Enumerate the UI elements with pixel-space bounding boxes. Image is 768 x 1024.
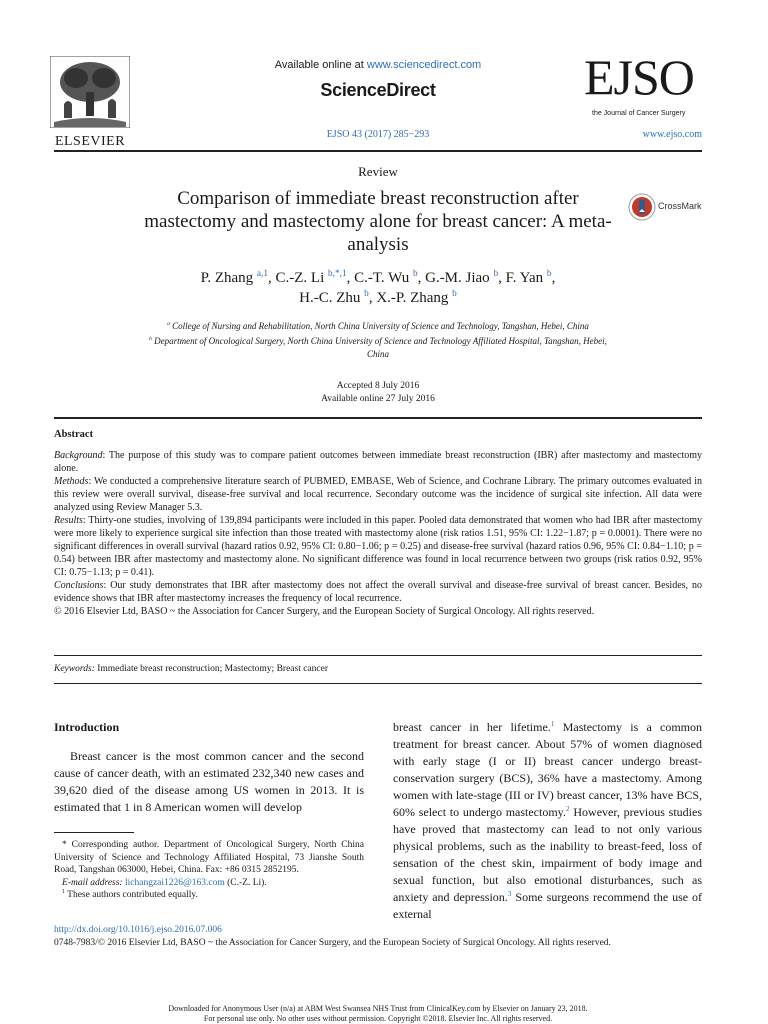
email-link[interactable]: lichangzai1226@163.com — [124, 877, 225, 888]
author[interactable]: F. Yan $^b$ — [505, 269, 552, 286]
issn-copyright: 0748-7983/© 2016 Elsevier Ltd, BASO ~ the Association for Cancer Surgery, and the European Society of Surgical Oncology. All rights reserved. — [54, 938, 611, 948]
body-paragraph: Breast cancer is the most common cancer and the second cause of cancer death, with an estimated 232,340 new cases and 39,620 died of the disease among US women in 2013. It is estimated that 1 in 8 American women will develop — [54, 749, 364, 814]
available-online-date: Available online 27 July 2016 — [321, 394, 435, 404]
article-dates — [236, 380, 520, 406]
keywords-label: Keywords: — [54, 664, 95, 674]
author[interactable]: H.-C. Zhu $^b$ — [299, 289, 369, 306]
author[interactable]: G.-M. Jiao $^b$ — [425, 269, 499, 286]
article-title: Comparison of immediate breast reconstruction after mastectomy and mastectomy alone for breast cancer: A meta-analysis — [144, 188, 612, 255]
download-notice: Downloaded for Anonymous User (n/a) at ABM West Swansea NHS Trust from ClinicalKey.com by Elsevier on January 23, 2018. For personal use only. No other uses without permission. Copyright ©2018. Elsevier Inc. All rights reserved. — [168, 1004, 588, 1023]
header-divider — [54, 150, 702, 152]
section-heading: Introduction — [54, 720, 120, 734]
author[interactable]: P. Zhang $^{a,1}$ — [200, 269, 269, 286]
keywords — [54, 664, 702, 674]
journal-logo: EJSO — [584, 49, 694, 105]
email-note: E-mail address: lichangzai1226@163.com (C.-Z. Li). — [62, 877, 267, 888]
footnote-divider — [54, 832, 134, 833]
author[interactable]: C.-Z. Li $^{b,*,1}$ — [275, 269, 347, 286]
sciencedirect-brand: ScienceDirect — [320, 80, 436, 100]
body-column-right — [393, 719, 702, 923]
doi-link[interactable]: http://dx.doi.org/10.1016/j.ejso.2016.07.006 — [54, 925, 222, 935]
crossmark-label: CrossMark — [658, 201, 702, 211]
elsevier-tree-icon — [50, 56, 130, 128]
elsevier-logo — [50, 56, 130, 149]
body-column-left — [54, 719, 364, 816]
reference-link[interactable]: 2 — [565, 804, 570, 813]
keywords-top-divider — [54, 655, 702, 656]
affiliation: $^a$ College of Nursing and Rehabilitation, North China University of Science and Technology, Tangshan, Hebei, China — [167, 321, 589, 331]
affiliations — [140, 320, 616, 361]
journal-citation[interactable]: EJSO 43 (2017) 285−293 — [326, 129, 430, 140]
journal-url[interactable]: www.ejso.com — [642, 129, 702, 140]
body-paragraph: breast cancer in her lifetime.$^1$ Mastectomy is a common treatment for breast cancer. About 57% of women diagnosed with early stage (I or II) breast cancer undergo breast-conservation surgery (BCS), 36% have a mastectomy. Among women with late-stage (III or IV) breast cancer, 13% have BCS, 60% select to undergo mastectomy.$^2$ However, previous studies have proved that mastectomy can lead to not only various physical problems, such as the inability to breast-feed, loss of sensation of the chest skin, impairment of body image and sexual function, but also emotional disturbances, such as anxiety and depression.$^3$ Some surgeons recommend the use of external — [393, 719, 702, 921]
abstract — [54, 428, 702, 618]
keywords-bottom-divider — [54, 683, 702, 684]
reference-link[interactable]: 3 — [507, 889, 512, 898]
available-online: Available online at www.sciencedirect.com — [274, 59, 482, 71]
article-type: Review — [358, 164, 398, 179]
affiliation: $^b$ Department of Oncological Surgery, North China University of Science and Technology Affiliated Hospital, Tangshan, Hebei, China — [149, 336, 607, 359]
reference-link[interactable]: 1 — [550, 719, 555, 728]
journal-subtitle: the Journal of Cancer Surgery — [592, 110, 686, 117]
abstract-top-divider — [54, 417, 702, 419]
abstract-heading: Abstract — [54, 429, 94, 440]
abstract-methods: Methods: We conducted a comprehensive literature search of PUBMED, EMBASE, Web of Science, and Cochrane Library. The primary outcomes evaluated in this review were overall survival, disease-free survival and local recurrence. Secondary outcome was the incidence of surgical site infection. All data were analyzed using Review Manager 5.3. — [54, 476, 702, 513]
equal-contribution-note: $^1$ These authors contributed equally. — [62, 888, 198, 900]
publisher-name: ELSEVIER — [54, 134, 126, 149]
crossmark-badge[interactable] — [628, 193, 708, 223]
abstract-conclusions: Conclusions: Our study demonstrates that IBR after mastectomy does not affect the overall survival and disease-free survival of breast cancer. Besides, no evidence shows that IBR after mastectomy increases the frequency of local recurrence. — [54, 580, 702, 604]
keywords-text: Immediate breast reconstruction; Mastectomy; Breast cancer — [94, 664, 328, 674]
abstract-results: Results: Thirty-one studies, involving of 139,894 participants were included in this paper. Pooled data demonstrated that women who had IBR after mastectomy were more likely to experience surgical site infection than those treated with mastectomy alone (risk ratios 1.51, 95% CI: 1.22−1.87; p = 0.0001). There were no significant differences in overall survival (hazard ratios 0.92, 95% CI: 0.80−1.06; p = 0.25) and disease-free survival (hazard ratios 0.96, 95% CI: 0.84−1.10; p = 0.54) between IBR after mastectomy and mastectomy alone. No significant difference was found in local recurrence between two groups (risk ratios 0.92, 95% CI: 0.75−1.13; p = 0.41). — [54, 515, 702, 578]
crossmark-icon — [628, 193, 656, 221]
abstract-background: Background: The purpose of this study was to compare patient outcomes between immediate breast reconstruction (IBR) after mastectomy and mastectomy alone. — [54, 450, 702, 474]
footnotes — [54, 832, 364, 902]
accepted-date: Accepted 8 July 2016 — [336, 381, 420, 391]
author[interactable]: C.-T. Wu $^b$ — [354, 269, 418, 286]
corresponding-author-note: * Corresponding author. Department of Oncological Surgery, North China University of Science and Technology Affiliated Hospital, 73 Jianshe South Road, Tangshan 063000, Hebei, China. Fax: +86 0315 2852195. — [54, 840, 364, 875]
abstract-copyright: © 2016 Elsevier Ltd, BASO ~ the Association for Cancer Surgery, and the European Society of Surgical Oncology. All rights reserved. — [54, 606, 595, 617]
author[interactable]: X.-P. Zhang $^b$ — [376, 289, 457, 306]
author-list: P. Zhang $^{a,1}$, C.-Z. Li $^{b,*,1}$, C.-T. Wu $^b$, G.-M. Jiao $^b$, F. Yan $^b$, H.-C. Zhu $^b$, X.-P. Zhang $^b$ — [200, 269, 556, 306]
sciencedirect-link[interactable]: www.sciencedirect.com — [366, 59, 482, 71]
